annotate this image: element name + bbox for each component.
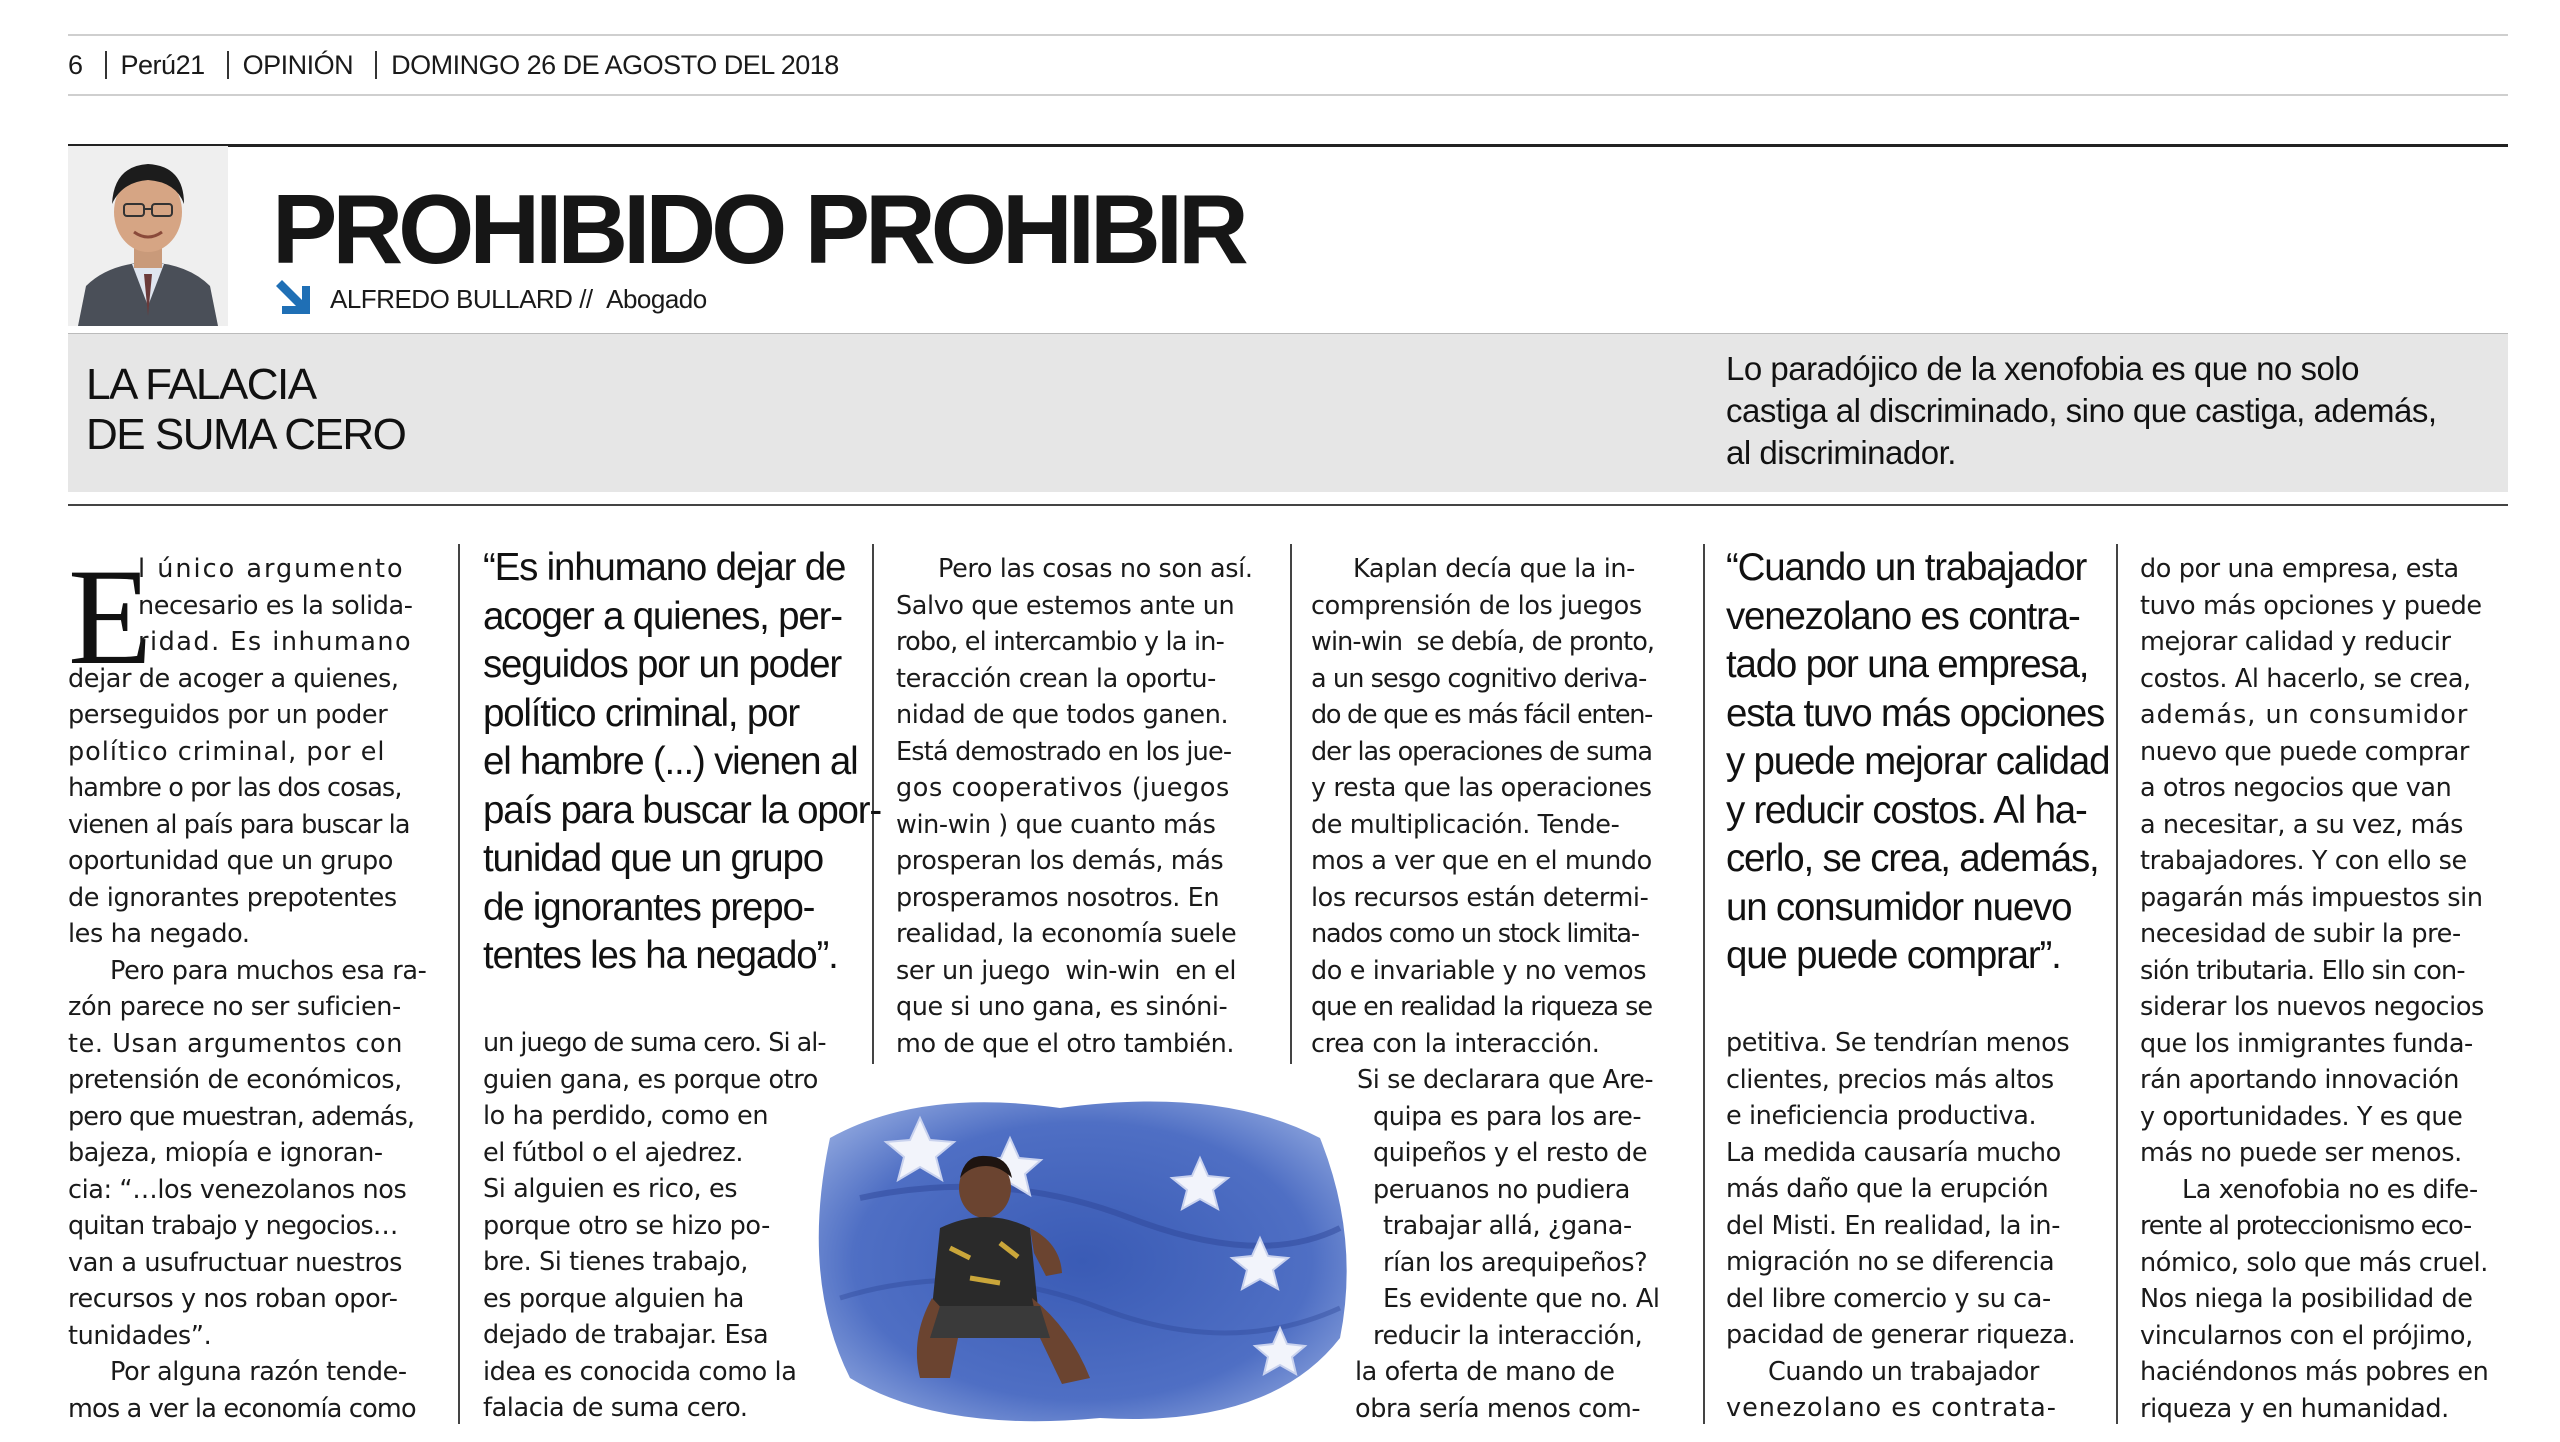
text-line: Si alguien es rico, es <box>483 1174 738 1204</box>
article-column-3 <box>896 551 1271 1062</box>
header-divider <box>375 51 377 79</box>
text-line: cia: “…los venezolanos nos <box>68 1174 407 1205</box>
text-line: do de que es más fácil enten- <box>1311 700 1653 730</box>
text-line: prosperamos nosotros. En <box>896 882 1220 913</box>
headline-line: DE SUMA CERO <box>86 410 406 459</box>
deck-line: al discriminador. <box>1726 434 1956 471</box>
text-line: de multiplicación. Tende- <box>1311 809 1620 840</box>
text-line: bajeza, miopía e ignoran- <box>68 1138 383 1168</box>
column-title: PROHIBIDO PROHIBIR <box>272 174 1244 284</box>
deck-line: Lo paradójico de la xenofobia es que no solo <box>1726 350 2359 387</box>
text-line: que en realidad la riqueza se <box>1311 992 1653 1022</box>
text-line: Por alguna razón tende- <box>110 1357 407 1387</box>
text-line: nómico, solo que más cruel. <box>2140 1247 2488 1278</box>
headline-line: LA FALACIA <box>86 360 316 409</box>
text-line: Está demostrado en los jue- <box>896 736 1232 767</box>
text-line: de ignorantes prepotentes <box>68 882 397 913</box>
text-line: mejorar calidad y reducir <box>2140 627 2451 657</box>
text-line: pretensión de económicos, <box>68 1065 402 1095</box>
text-line: van a usufructuar nuestros <box>68 1247 403 1278</box>
text-line: migración no se diferencia <box>1726 1247 2055 1277</box>
text-line: reducir la interacción, <box>1373 1320 1643 1351</box>
header-divider <box>227 51 229 79</box>
quote-line: “Es inhumano dejar de <box>483 546 846 589</box>
byline-separator: // <box>579 284 593 314</box>
author-photo <box>68 146 228 326</box>
text-line: pagarán más impuestos sin <box>2140 882 2483 913</box>
headline <box>86 360 405 460</box>
article-column-5 <box>1726 1025 2086 1427</box>
column-divider <box>1703 544 1705 1424</box>
text-line: costos. Al hacerlo, se crea, <box>2140 663 2471 694</box>
deck <box>1726 348 2486 474</box>
quote-line: tunidad que un grupo <box>483 837 823 880</box>
quote-line: político criminal, por <box>483 691 799 735</box>
text-line: el fútbol o el ajedrez. <box>483 1137 744 1168</box>
byline <box>330 284 707 315</box>
quote-line: esta tuvo más opciones <box>1726 691 2105 735</box>
text-line: porque otro se hizo po- <box>483 1210 770 1241</box>
text-line: es porque alguien ha <box>483 1283 744 1314</box>
text-line: falacia de suma cero. <box>483 1393 748 1423</box>
text-line: recursos y nos roban opor- <box>68 1284 398 1314</box>
text-line: mos a ver la economía como <box>68 1393 416 1424</box>
text-line: gos cooperativos (juegos <box>896 773 1230 803</box>
text-line: riqueza y en humanidad. <box>2140 1393 2449 1424</box>
text-line: e ineficiencia productiva. <box>1726 1101 2037 1131</box>
text-line: nidad de que todos ganen. <box>896 700 1229 730</box>
text-line: trabajadores. Y con ello se <box>2140 846 2467 876</box>
text-line: clientes, precios más altos <box>1726 1064 2054 1095</box>
section-name: OPINIÓN <box>242 49 354 80</box>
text-line: quitan trabajo y negocios… <box>68 1211 398 1241</box>
author-name: ALFREDO BULLARD <box>330 284 573 314</box>
text-line: rán aportando innovación <box>2140 1065 2459 1095</box>
text-line: quipeños y el resto de <box>1373 1138 1648 1168</box>
text-line: quipa es para los are- <box>1373 1101 1642 1132</box>
text-line: pacidad de generar riqueza. <box>1726 1320 2076 1350</box>
article-column-1 <box>68 551 428 1427</box>
text-line: te. Usan argumentos con <box>68 1028 404 1059</box>
text-line: nados como un stock limita- <box>1311 919 1639 949</box>
text-line: y resta que las operaciones <box>1311 773 1652 803</box>
text-line: más daño que la erupción <box>1726 1174 2049 1204</box>
text-line: sión tributaria. Ello sin con- <box>2140 955 2465 986</box>
text-line: win-win ) que cuanto más <box>896 809 1216 840</box>
text-line: obra sería menos com- <box>1355 1393 1641 1424</box>
text-line: que si uno gana, es sinóni- <box>896 992 1228 1022</box>
text-line: pero que muestran, además, <box>68 1101 415 1132</box>
text-line: vienen al país para buscar la <box>68 809 410 840</box>
text-line: zón parece no ser suficien- <box>68 992 401 1022</box>
text-line: Cuando un trabajador <box>1768 1356 2039 1387</box>
text-line: haciéndonos más pobres en <box>2140 1357 2489 1387</box>
text-line: realidad, la economía suele <box>896 919 1237 949</box>
column-divider <box>1290 544 1292 1064</box>
text-line: nuevo que puede comprar <box>2140 736 2470 767</box>
text-line: les ha negado. <box>68 919 250 949</box>
quote-line: y reducir costos. Al ha- <box>1726 788 2087 832</box>
text-line: vincularnos con el prójimo, <box>2140 1320 2473 1351</box>
text-line: Nos niega la posibilidad de <box>2140 1284 2473 1314</box>
text-line: tuvo más opciones y puede <box>2140 590 2482 621</box>
text-line: Pero las cosas no son así. <box>938 554 1253 584</box>
text-line: la oferta de mano de <box>1355 1357 1615 1387</box>
quote-line: venezolano es contra- <box>1726 594 2080 638</box>
article-column-2 <box>483 1025 828 1427</box>
text-line: Si se declarara que Are- <box>1357 1065 1654 1095</box>
text-line: necesidad de subir la pre- <box>2140 919 2461 949</box>
child-on-flag-photo <box>800 1078 1360 1436</box>
text-line: La xenofobia no es dife- <box>2182 1174 2478 1205</box>
text-line: peruanos no pudiera <box>1373 1174 1630 1205</box>
publication-name: Perú21 <box>120 49 205 80</box>
text-line: ridad. Es inhumano <box>138 627 413 657</box>
text-line: trabajar allá, ¿gana- <box>1383 1211 1632 1241</box>
text-line: rían los arequipeños? <box>1383 1247 1648 1278</box>
band-rule <box>68 504 2508 506</box>
text-line: petitiva. Se tendrían menos <box>1726 1028 2070 1058</box>
deck-line: castiga al discriminado, sino que castiga, además, <box>1726 392 2437 429</box>
text-line: necesario es la solida- <box>138 590 413 621</box>
quote-line: “Cuando un trabajador <box>1726 546 2087 589</box>
text-line: win-win se debía, de pronto, <box>1311 627 1655 657</box>
quote-line: cerlo, se crea, además, <box>1726 837 2099 880</box>
text-line: dejar de acoger a quienes, <box>68 663 399 694</box>
text-line: idea es conocida como la <box>483 1356 797 1387</box>
text-line: además, un consumidor <box>2140 700 2469 730</box>
header-divider <box>105 51 107 79</box>
header-rule <box>68 144 2508 147</box>
quote-line: que puede comprar”. <box>1726 934 2061 977</box>
text-line: a necesitar, a su vez, más <box>2140 809 2463 840</box>
text-line: del libre comercio y su ca- <box>1726 1283 2051 1314</box>
pull-quote-1 <box>483 544 883 981</box>
text-line: do e invariable y no vemos <box>1311 955 1647 986</box>
text-line: Pero para muchos esa ra- <box>110 955 427 986</box>
text-line: oportunidad que un grupo <box>68 846 393 876</box>
quote-line: el hambre (...) vienen al <box>483 740 858 783</box>
quote-line: tentes les ha negado”. <box>483 934 838 977</box>
text-line: mos a ver que en el mundo <box>1311 846 1652 876</box>
page-number: 6 <box>68 49 83 80</box>
author-role: Abogado <box>606 284 707 314</box>
text-line: prosperan los demás, más <box>896 846 1224 876</box>
text-line: perseguidos por un poder <box>68 700 388 730</box>
quote-line: tado por una empresa, <box>1726 643 2089 686</box>
article-column-4-continuation <box>1355 1062 1675 1427</box>
quote-line: acoger a quienes, per- <box>483 594 842 638</box>
text-line: hambre o por las dos cosas, <box>68 773 402 803</box>
text-line: tunidades”. <box>68 1320 212 1351</box>
quote-line: un consumidor nuevo <box>1726 885 2072 929</box>
text-line: der las operaciones de suma <box>1311 736 1652 767</box>
text-line: Salvo que estemos ante un <box>896 590 1235 621</box>
text-line: guien gana, es porque otro <box>483 1064 818 1095</box>
text-line: a otros negocios que van <box>2140 773 2452 803</box>
text-line: lo ha perdido, como en <box>483 1101 769 1131</box>
arrow-down-right-icon <box>272 276 314 318</box>
text-line: teracción crean la oportu- <box>896 663 1216 694</box>
text-line: que los inmigrantes funda- <box>2140 1028 2473 1059</box>
text-line: dejado de trabajar. Esa <box>483 1320 769 1350</box>
text-line: venezolano es contrata- <box>1726 1393 2057 1423</box>
text-line: robo, el intercambio y la in- <box>896 627 1224 657</box>
text-line: crea con la interacción. <box>1311 1028 1600 1059</box>
drop-cap: E <box>68 540 153 693</box>
text-line: bre. Si tienes trabajo, <box>483 1247 748 1277</box>
text-line: ser un juego win-win en el <box>896 955 1237 986</box>
text-line: Kaplan decía que la in- <box>1353 554 1635 584</box>
quote-line: país para buscar la opor- <box>483 788 882 832</box>
text-line: La medida causaría mucho <box>1726 1137 2061 1168</box>
pull-quote-2 <box>1726 544 2126 981</box>
text-line: Es evidente que no. Al <box>1383 1284 1660 1314</box>
text-line: del Misti. En realidad, la in- <box>1726 1210 2060 1241</box>
text-line: mo de que el otro también. <box>896 1028 1235 1059</box>
issue-date: DOMINGO 26 DE AGOSTO DEL 2018 <box>391 49 839 80</box>
article-column-4 <box>1311 551 1681 1062</box>
quote-line: y puede mejorar calidad <box>1726 740 2110 783</box>
article-column-6 <box>2140 551 2510 1427</box>
text-line: rente al proteccionismo eco- <box>2140 1211 2471 1241</box>
text-line: do por una empresa, esta <box>2140 554 2459 584</box>
text-line: un juego de suma cero. Si al- <box>483 1028 826 1058</box>
text-line: los recursos están determi- <box>1311 882 1649 913</box>
text-line: y oportunidades. Y es que <box>2140 1101 2463 1132</box>
running-header <box>68 34 2508 96</box>
text-line: más no puede ser menos. <box>2140 1138 2462 1168</box>
quote-line: seguidos por un poder <box>483 643 841 686</box>
quote-line: de ignorantes prepo- <box>483 885 815 929</box>
text-line: a un sesgo cognitivo deriva- <box>1311 663 1647 694</box>
column-divider <box>458 544 460 1424</box>
text-line: comprensión de los juegos <box>1311 590 1642 621</box>
text-line: l único argumento <box>138 554 405 584</box>
text-line: siderar los nuevos negocios <box>2140 992 2484 1022</box>
text-line: político criminal, por el <box>68 736 386 767</box>
